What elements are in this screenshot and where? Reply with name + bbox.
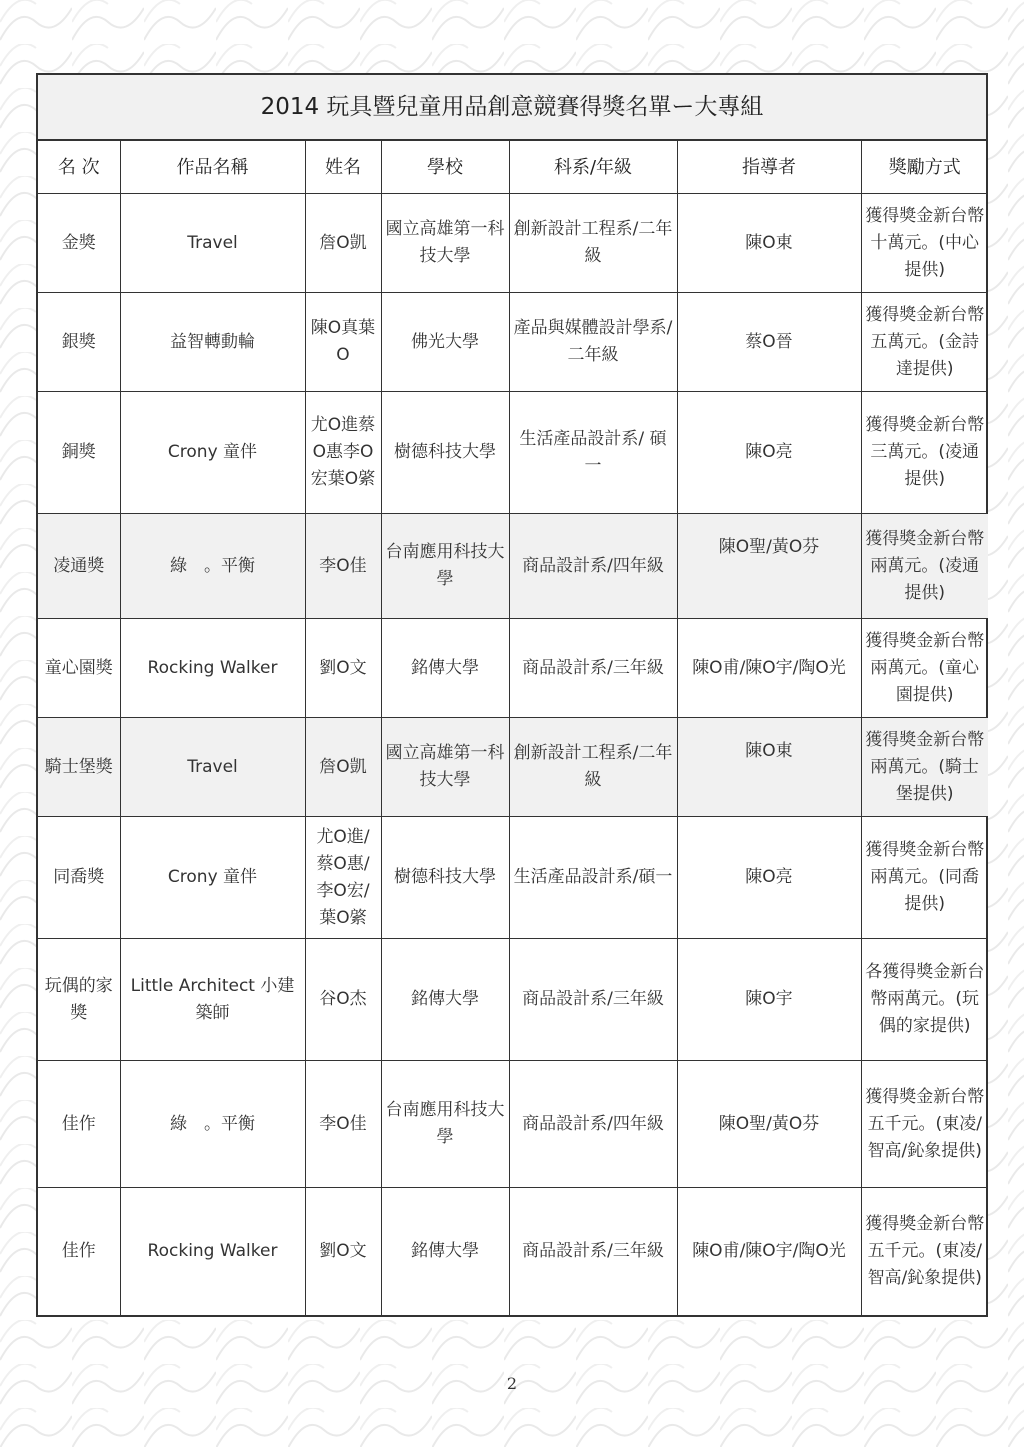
page-title: 2014 玩具暨兒童用品創意競賽得獎名單ー大專組	[38, 75, 986, 141]
reward-cell: 獲得獎金新台幣兩萬元。(同喬提供)	[861, 817, 988, 939]
work-cell: 綠 。平衡	[120, 1061, 305, 1188]
column-header-name: 姓名	[305, 141, 381, 194]
column-header-advisor: 指導者	[677, 141, 861, 194]
advisor-cell: 陳O東	[677, 194, 861, 293]
reward-cell: 獲得獎金新台幣兩萬元。(騎士堡提供)	[861, 718, 988, 817]
department-cell: 創新設計工程系/二年級	[509, 194, 677, 293]
reward-cell: 獲得獎金新台幣五萬元。(金詩達提供)	[861, 293, 988, 392]
advisor-cell: 陳O聖/黃O芬	[677, 1061, 861, 1188]
table-row	[38, 514, 988, 619]
work-cell: Travel	[120, 194, 305, 293]
advisor-cell: 陳O聖/黃O芬	[677, 514, 861, 619]
reward-cell: 獲得獎金新台幣五千元。(東凌/智高/鈊象提供)	[861, 1188, 988, 1315]
rank-cell: 佳作	[38, 1188, 120, 1315]
advisor-cell: 陳O宇	[677, 939, 861, 1061]
rank-cell: 金獎	[38, 194, 120, 293]
advisor-cell: 陳O亮	[677, 392, 861, 514]
reward-cell: 獲得獎金新台幣十萬元。(中心提供)	[861, 194, 988, 293]
school-cell: 國立高雄第一科技大學	[381, 194, 509, 293]
work-cell: Crony 童伴	[120, 392, 305, 514]
table-row	[38, 619, 988, 718]
name-cell: 尤O進/蔡O惠/李O宏/葉O綮	[305, 817, 381, 939]
advisor-cell: 蔡O晉	[677, 293, 861, 392]
work-cell: Rocking Walker	[120, 619, 305, 718]
school-cell: 佛光大學	[381, 293, 509, 392]
table-row	[38, 817, 988, 939]
column-header-work: 作品名稱	[120, 141, 305, 194]
work-cell: Crony 童伴	[120, 817, 305, 939]
column-header-school: 學校	[381, 141, 509, 194]
reward-cell: 獲得獎金新台幣兩萬元。(凌通提供)	[861, 514, 988, 619]
name-cell: 尤O進蔡O惠李O宏葉O綮	[305, 392, 381, 514]
work-cell: Little Architect 小建築師	[120, 939, 305, 1061]
reward-cell: 獲得獎金新台幣五千元。(東凌/智高/鈊象提供)	[861, 1061, 988, 1188]
table-row	[38, 1188, 988, 1315]
department-cell: 商品設計系/三年級	[509, 939, 677, 1061]
rank-cell: 佳作	[38, 1061, 120, 1188]
school-cell: 銘傳大學	[381, 619, 509, 718]
department-cell: 產品與媒體設計學系/二年級	[509, 293, 677, 392]
name-cell: 詹O凱	[305, 718, 381, 817]
work-cell: 益智轉動輪	[120, 293, 305, 392]
page-number: 2	[506, 1374, 518, 1393]
name-cell: 李O佳	[305, 514, 381, 619]
rank-cell: 騎士堡獎	[38, 718, 120, 817]
rank-cell: 銅獎	[38, 392, 120, 514]
table-row	[38, 293, 988, 392]
table-header-row	[38, 141, 988, 194]
department-cell: 創新設計工程系/二年級	[509, 718, 677, 817]
department-cell: 商品設計系/四年級	[509, 1061, 677, 1188]
table-row	[38, 1061, 988, 1188]
name-cell: 詹O凱	[305, 194, 381, 293]
school-cell: 樹德科技大學	[381, 817, 509, 939]
awards-sheet	[36, 73, 988, 1317]
column-header-rank: 名 次	[38, 141, 120, 194]
advisor-cell: 陳O亮	[677, 817, 861, 939]
rank-cell: 玩偶的家獎	[38, 939, 120, 1061]
reward-cell: 各獲得獎金新台幣兩萬元。(玩偶的家提供)	[861, 939, 988, 1061]
department-cell: 商品設計系/三年級	[509, 1188, 677, 1315]
work-cell: Rocking Walker	[120, 1188, 305, 1315]
column-header-department: 科系/年級	[509, 141, 677, 194]
school-cell: 樹德科技大學	[381, 392, 509, 514]
table-row	[38, 194, 988, 293]
table-row	[38, 392, 988, 514]
department-cell: 商品設計系/四年級	[509, 514, 677, 619]
rank-cell: 同喬獎	[38, 817, 120, 939]
school-cell: 銘傳大學	[381, 939, 509, 1061]
work-cell: Travel	[120, 718, 305, 817]
reward-cell: 獲得獎金新台幣兩萬元。(童心園提供)	[861, 619, 988, 718]
department-cell: 生活產品設計系/碩一	[509, 817, 677, 939]
table-row	[38, 939, 988, 1061]
column-header-reward: 獎勵方式	[861, 141, 988, 194]
name-cell: 劉O文	[305, 619, 381, 718]
name-cell: 陳O真葉O	[305, 293, 381, 392]
awards-table	[38, 141, 988, 1315]
school-cell: 台南應用科技大學	[381, 1061, 509, 1188]
rank-cell: 童心園獎	[38, 619, 120, 718]
name-cell: 李O佳	[305, 1061, 381, 1188]
advisor-cell: 陳O東	[677, 718, 861, 817]
name-cell: 劉O文	[305, 1188, 381, 1315]
table-row	[38, 718, 988, 817]
advisor-cell: 陳O甫/陳O宇/陶O光	[677, 619, 861, 718]
school-cell: 台南應用科技大學	[381, 514, 509, 619]
department-cell: 生活產品設計系/ 碩一	[509, 392, 677, 514]
reward-cell: 獲得獎金新台幣三萬元。(凌通提供)	[861, 392, 988, 514]
work-cell: 綠 。平衡	[120, 514, 305, 619]
rank-cell: 銀獎	[38, 293, 120, 392]
rank-cell: 凌通獎	[38, 514, 120, 619]
school-cell: 國立高雄第一科技大學	[381, 718, 509, 817]
school-cell: 銘傳大學	[381, 1188, 509, 1315]
name-cell: 谷O杰	[305, 939, 381, 1061]
department-cell: 商品設計系/三年級	[509, 619, 677, 718]
advisor-cell: 陳O甫/陳O宇/陶O光	[677, 1188, 861, 1315]
